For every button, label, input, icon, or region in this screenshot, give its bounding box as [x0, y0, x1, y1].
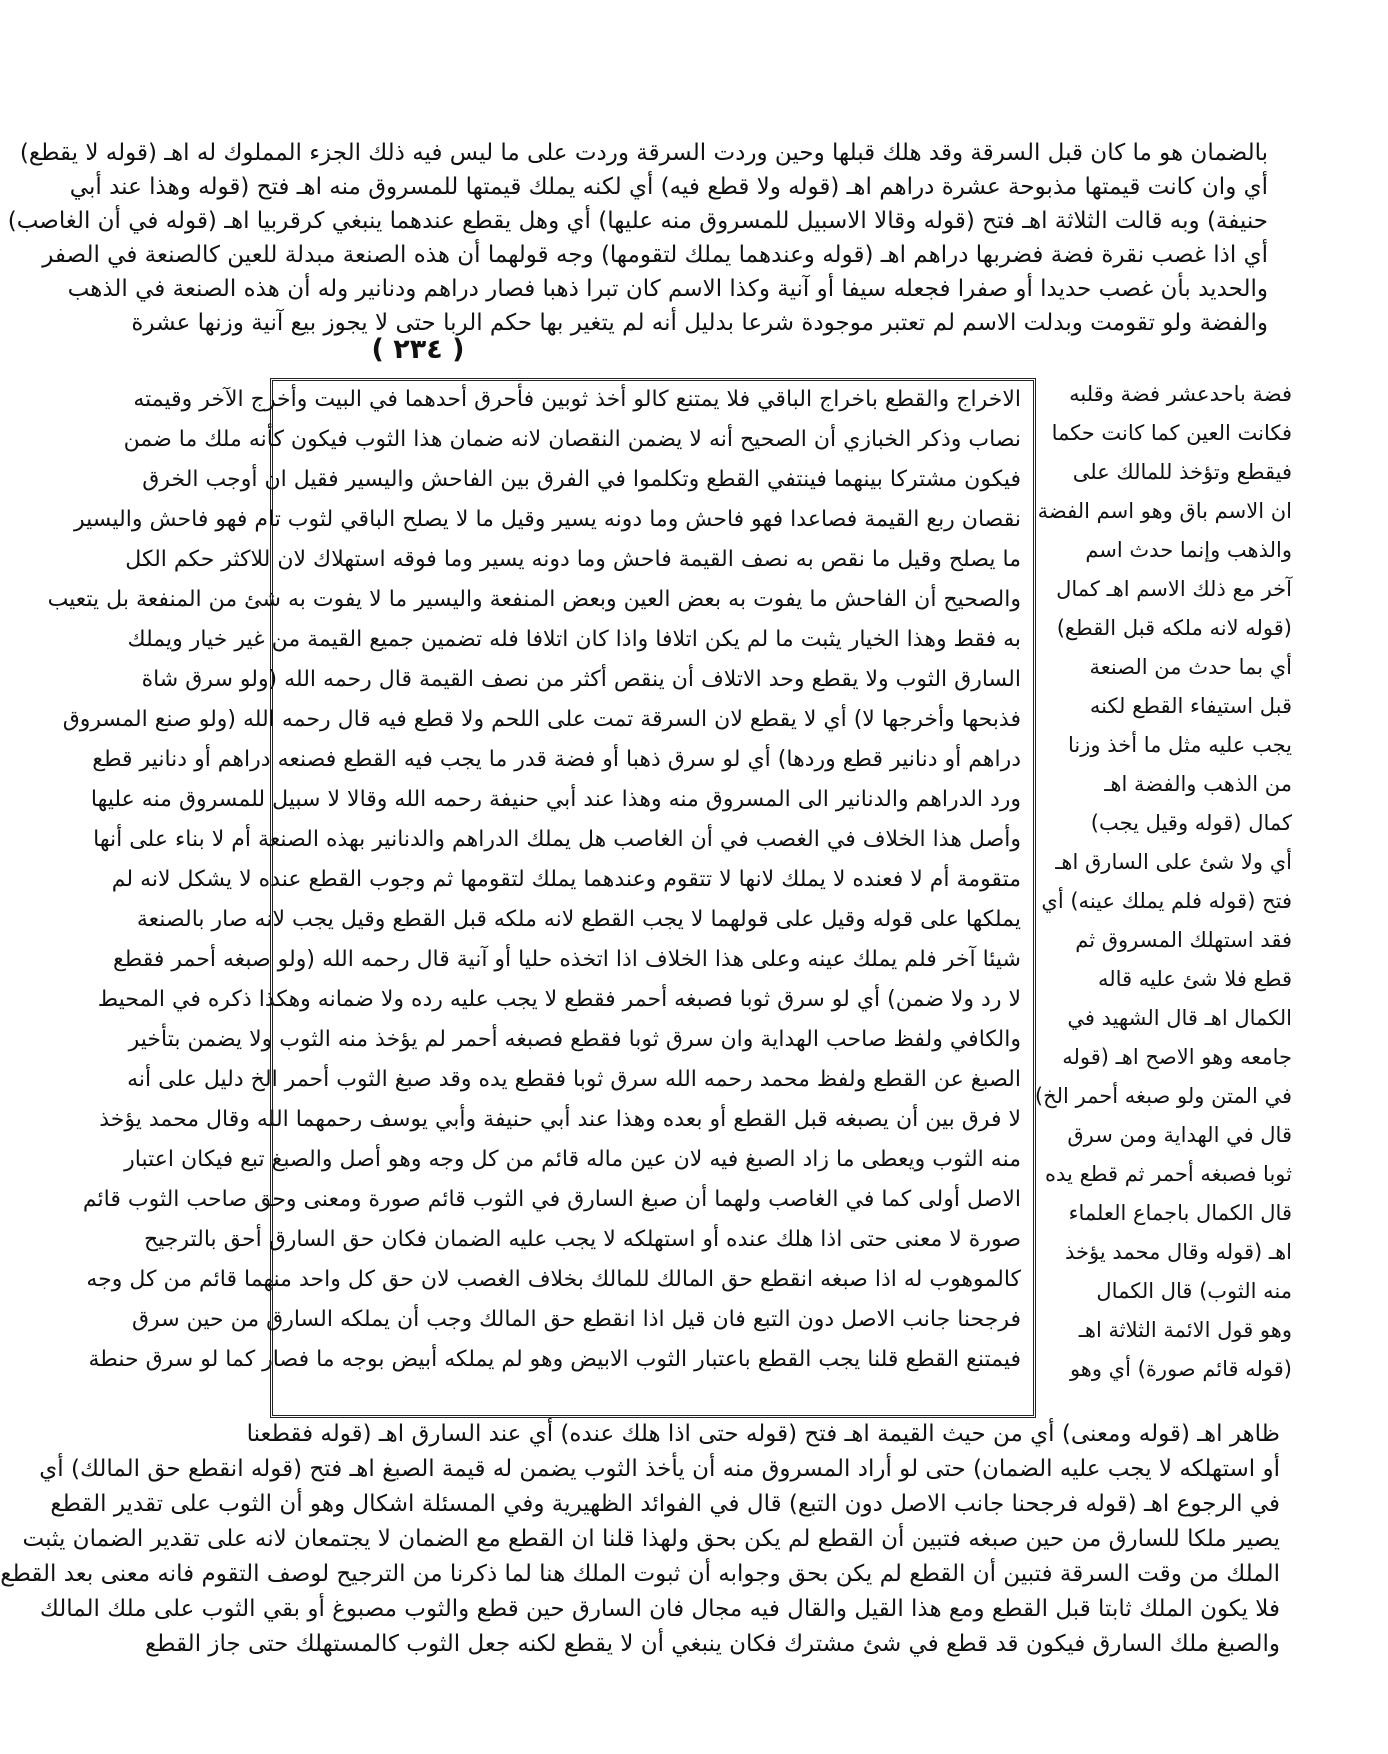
- text-line: من الذهب والفضة اهـ: [1104, 772, 1292, 796]
- text-line: وهو قول الائمة الثلاثة اهـ: [1078, 1318, 1292, 1342]
- page-number: ( ٢٣٤ ): [371, 334, 465, 365]
- text-line: أي وان كانت قيمتها مذبوحة عشرة دراهم اهـ (قوله ولا قطع فيه) أي لكنه يملك قيمتها للمسروق منه اهـ فتح (قوله وهذا عند أبي: [69, 174, 1268, 200]
- text-line: لا رد ولا ضمن) أي لو سرق ثوبا فصبغه أحمر فقطع لا يجب عليه رده ولا ضمانه وهكذا ذكره في المحيط: [97, 987, 1021, 1012]
- text-line: شيئا آخر فلم يملك عينه وعلى هذا الخلاف اذا اتخذه حليا أو آنية قال رحمه الله (ولو صبغه أحمر فقطع: [113, 947, 1021, 972]
- text-line: يجب عليه مثل ما أخذ وزنا: [1068, 733, 1292, 757]
- text-line: أي ولا شئ على السارق اهـ: [1055, 850, 1292, 874]
- text-line: السارق الثوب ولا يقطع وحد الاتلاف أن ينقص أكثر من نصف القيمة قال رحمه الله (ولو سرق شاة: [141, 667, 1021, 692]
- text-line: فذبحها وأخرجها لا) أي لا يقطع لان السرقة تمت على اللحم ولا قطع فيه قال رحمه الله (ولو صنع المسروق: [62, 707, 1021, 732]
- text-line: في المتن ولو صبغه أحمر الخ): [1034, 1084, 1292, 1108]
- text-line: (قوله لانه ملكه قبل القطع): [1056, 616, 1292, 640]
- text-line: به فقط وهذا الخيار يثبت ما لم يكن اتلافا واذا كان اتلافا فله تضمين جميع القيمة من غير خيار ويملك: [127, 627, 1021, 652]
- text-line: أي اذا غصب نقرة فضة فضربها دراهم اهـ (قوله وعندهما يملك لتقومها) وجه قولهما أن هذه الصنعة مبدلة للعين كالصنعة في الصفر: [42, 242, 1268, 268]
- text-line: فضة باحدعشر فضة وقلبه: [1069, 382, 1292, 406]
- text-line: فيمتنع القطع قلنا يجب القطع باعتبار الثوب الابيض وهو لم يملكه أبيض بوجه ما فصار كما لو سرق حنطة: [88, 1347, 1021, 1372]
- text-line: الاصل أولى كما في الغاصب ولهما أن صبغ السارق في الثوب قائم صورة ومعنى وحق صاحب الثوب قائم: [82, 1187, 1021, 1212]
- text-line: والصبغ ملك السارق فيكون قد قطع في شئ مشترك فكان ينبغي أن لا يقطع لكنه جعل الثوب كالمستهلك حتى جاز القطع: [144, 1631, 1280, 1657]
- text-line: ورد الدراهم والدنانير الى المسروق منه وهذا عند أبي حنيفة رحمه الله وقالا لا سبيل للمسروق منه عليها: [90, 787, 1021, 812]
- text-line: آخر مع ذلك الاسم اهـ كمال: [1056, 577, 1292, 601]
- text-line: والحديد بأن غصب حديدا أو صفرا فجعله سيفا أو آنية وكذا الاسم كان تبرا ذهبا فصار دراهم ودنانير وله أن هذه الصنعة في الذهب: [67, 276, 1268, 302]
- text-line: منه الثوب) قال الكمال: [1096, 1279, 1292, 1303]
- text-line: فرجحنا جانب الاصل دون التبع فان قيل اذا انقطع حق المالك وجب أن يملكه السارق من حين سرق: [131, 1307, 1021, 1332]
- text-line: فلا يكون الملك ثابتا قبل القطع ومع هذا القيل والقال فيه مجال فان السارق حين قطع والثوب مصبوغ أو بقي الثوب على ملك المالك: [39, 1596, 1280, 1622]
- text-line: دراهم أو دنانير قطع وردها) أي لو سرق ذهبا أو فضة قدر ما يجب فيه القطع فصنعه دراهم أو دنانير قطع: [92, 747, 1021, 772]
- text-line: قال في الهداية ومن سرق: [1067, 1123, 1292, 1147]
- text-line: قبل استيفاء القطع لكنه: [1089, 694, 1292, 718]
- text-line: أي بما حدث من الصنعة: [1089, 655, 1292, 679]
- text-line: والصحيح أن الفاحش ما يفوت به بعض العين وبعض المنفعة واليسير ما لا يفوت به شئ من المنفعة بل يتعيب: [47, 587, 1021, 612]
- text-line: فيقطع وتؤخذ للمالك على: [1072, 460, 1292, 484]
- text-line: قال الكمال باجماع العلماء: [1068, 1201, 1292, 1225]
- text-line: كمال (قوله وقيل يجب): [1090, 811, 1292, 835]
- text-line: متقومة أم لا فعنده لا يملك لانها لا تتقوم وعندهما يملك لتقومها ثم وجوب القطع عنده لا يشكل لانه لم: [111, 867, 1021, 892]
- text-line: والكافي ولفظ صاحب الهداية وان سرق ثوبا فقطع فصبغه أحمر لم يؤخذ منه الثوب ولا يضمن بتأخير: [128, 1027, 1021, 1052]
- text-line: الملك من وقت السرقة فتبين أن القطع لم يكن بحق وجوابه أن ثبوت الملك هنا لما ذكرنا من الترجيح لوصف التقوم فانه معنى بعد القطع: [0, 1561, 1280, 1587]
- text-line: أو استهلكه لا يجب عليه الضمان) حتى لو أراد المسروق منه أن يأخذ الثوب يضمن له قيمة الصبغ اهـ فتح (قوله انقطع حق المالك) أي: [39, 1456, 1280, 1482]
- text-line: في الرجوع اهـ (قوله فرجحنا جانب الاصل دون التبع) قال في الفوائد الظهيرية وفي المسئلة اشكال وهو أن الثوب على تقدير القطع: [50, 1491, 1280, 1517]
- text-line: صورة لا معنى حتى اذا هلك عنده أو استهلكه لا يجب عليه الضمان فكان حق السارق أحق بالترجيح: [143, 1227, 1021, 1252]
- text-line: ما يصلح وقيل ما نقص به نصف القيمة فاحش وما دونه يسير وما فوقه استهلاك لان للاكثر حكم الكل: [125, 547, 1021, 572]
- text-line: ان الاسم باق وهو اسم الفضة: [1037, 499, 1292, 523]
- text-line: ظاهر اهـ (قوله ومعنى) أي من حيث القيمة اهـ فتح (قوله حتى اذا هلك عنده) أي عند السارق اهـ (قوله فقطعنا: [246, 1421, 1280, 1447]
- text-line: وأصل هذا الخلاف في الغصب في أن الغاصب هل يملك الدراهم والدنانير بهذه الصنعة أم لا بناء على أنها: [93, 827, 1021, 852]
- text-line: ثوبا فصبغه أحمر ثم قطع يده: [1045, 1162, 1292, 1186]
- text-line: نصاب وذكر الخبازي أن الصحيح أنه لا يضمن النقصان لانه ضمان هذا الثوب فيكون كأنه ملك ما ضمن: [123, 427, 1021, 452]
- text-line: قطع فلا شئ عليه قاله: [1098, 967, 1292, 991]
- text-line: لا فرق بين أن يصبغه قبل القطع أو بعده وهذا عند أبي حنيفة وأبي يوسف رحمهما الله وقال محمد يؤخذ: [99, 1107, 1021, 1132]
- text-line: بالضمان هو ما كان قبل السرقة وقد هلك قبلها وحين وردت السرقة وردت على ما ليس فيه ذلك الجزء المملوك له اهـ (قوله لا يقطع): [19, 140, 1268, 166]
- text-line: كالموهوب له اذا صبغه انقطع حق المالك للمالك بخلاف الغصب لان حق كل واحد منهما قائم من كل وجه: [86, 1267, 1021, 1292]
- text-line: يملكها على قوله وقيل على قولهما لا يجب القطع لانه ملكه قبل القطع وقيل يجب لانه صار بالصنعة: [136, 907, 1021, 932]
- text-line: حنيفة) وبه قالت الثلاثة اهـ فتح (قوله وقالا الاسبيل للمسروق منه عليها) أي وهل يقطع عندهما ينبغي كرقربيا اهـ (قوله في أن الغاصب): [7, 208, 1268, 234]
- text-line: منه الثوب ويعطى ما زاد الصبغ فيه لان عين ماله قائم من كل وجه وهو أصل والصبغ تبع فيكان اعتبار: [124, 1147, 1021, 1172]
- text-line: والذهب وإنما حدث اسم: [1085, 538, 1292, 562]
- text-line: فكانت العين كما كانت حكما: [1051, 421, 1292, 445]
- text-line: والفضة ولو تقومت وبدلت الاسم لم تعتبر موجودة شرعا بدليل أنه لم يتغير بها حكم الربا حتى لا يجوز بيع آنية وزنها عشرة: [131, 310, 1268, 336]
- text-line: فقد استهلك المسروق ثم: [1075, 928, 1292, 952]
- text-line: اهـ (قوله وقال محمد يؤخذ: [1064, 1240, 1292, 1264]
- text-line: الاخراج والقطع باخراج الباقي فلا يمتنع كالو أخذ ثوبين فأحرق أحدهما في البيت وأخرج الآخر وقيمته: [133, 387, 1021, 412]
- text-line: الكمال اهـ قال الشهيد في: [1067, 1006, 1292, 1030]
- text-line: الصبغ عن القطع ولفظ محمد رحمه الله سرق ثوبا فقطع يده وقد صبغ الثوب أحمر الخ دليل على أنه: [127, 1067, 1021, 1092]
- main-text-frame: [47, 378, 1036, 1418]
- text-line: (قوله قائم صورة) أي وهو: [1069, 1357, 1292, 1381]
- text-line: نقصان ربع القيمة فصاعدا فهو فاحش وما دونه يسير وقيل ما لا يصلح الباقي لثوب تام فهو فاحش واليسير: [74, 507, 1021, 532]
- text-line: فتح (قوله فلم يملك عينه) أي: [1041, 889, 1292, 913]
- text-line: جامعه وهو الاصح اهـ (قوله: [1062, 1045, 1292, 1069]
- text-line: فيكون مشتركا بينهما فينتفي القطع وتكلموا في الفرق بين الفاحش واليسير فقيل ان أوجب الخرق: [142, 467, 1021, 492]
- text-line: يصير ملكا للسارق من حين صبغه فتبين أن القطع لم يكن بحق ولهذا قلنا ان القطع مع الضمان لا يجتمعان لانه على تقدير الضمان يثبت: [22, 1526, 1280, 1552]
